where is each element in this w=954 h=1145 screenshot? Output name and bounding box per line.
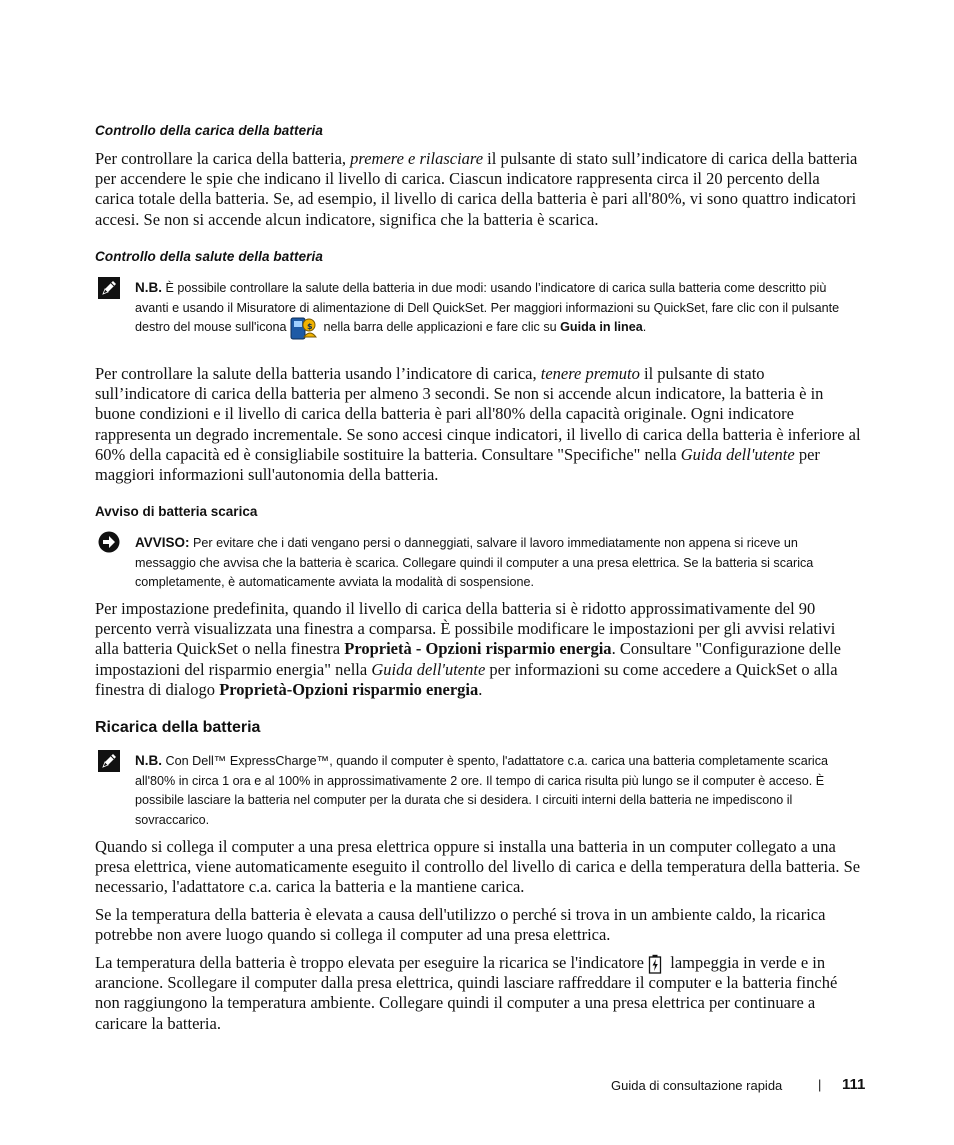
heading-low-battery: Avviso di batteria scarica bbox=[95, 504, 258, 519]
svg-text:$: $ bbox=[307, 321, 313, 331]
pencil-note-icon bbox=[98, 750, 120, 772]
note-recharge: N.B. Con Dell™ ExpressCharge™, quando il computer è spento, l'adattatore c.a. carica una batteria completamente scarica all'80% in circa 1 ora e al 100% in approssimativamente 2 ore. Il tempo di carica risulta più lungo se il computer è acceso. È possibile lasciare la batteria nel computer per la durata che si desidera. I circuiti interni della batteria ne impediscono il sovraccarico. bbox=[135, 753, 829, 827]
arrow-notice-icon bbox=[98, 531, 120, 553]
page-number: 111 bbox=[842, 1076, 866, 1093]
footer-title: Guida di consultazione rapida bbox=[611, 1078, 783, 1093]
notice-low-battery: AVVISO: Per evitare che i dati vengano persi o danneggiati, salvare il lavoro immediatamente non appena si riceve un messaggio che avvisa che la batteria è scarica. Collegare quindi il computer a una presa elettrica. Se la batteria si scarica completamente, è automaticamente avviata la modalità di sospensione. bbox=[135, 535, 814, 590]
heading-recharge: Ricarica della batteria bbox=[95, 719, 261, 736]
paragraph-recharge-1: Quando si collega il computer a una presa elettrica oppure si installa una batteria in un computer collegato a una presa elettrica, viene automaticamente eseguito il controllo del livello di carica e della temperatura della batteria. Se necessario, l'adattatore c.a. carica la batteria e la mantiene carica. bbox=[95, 837, 861, 897]
heading-health-check: Controllo della salute della batteria bbox=[95, 249, 323, 264]
heading-charge-check: Controllo della carica della batteria bbox=[95, 123, 324, 138]
battery-charge-icon bbox=[648, 954, 662, 974]
pencil-note-icon bbox=[98, 277, 120, 299]
paragraph-health-check: Per controllare la salute della batteria usando l’indicatore di carica, tenere premuto il pulsante di stato sull’indicatore di carica della batteria per almeno 3 secondi. Se non si accende alcun indicatore, la batteria è in buone condizioni e il livello di carica della batteria è pari all'80% della capacità originale. Ogni indicatore rappresenta un degrado incrementale. Se sono accesi cinque indicatori, il livello di carica della batteria è inferiore al 60% della capacità ed è consigliabile sostituire la batteria. Consultare "Specifiche" nella Guida dell'utente per maggiori informazioni sull'autonomia della batteria. bbox=[95, 364, 861, 485]
paragraph-recharge-2: Se la temperatura della batteria è elevata a causa dell'utilizzo o perché si trova in un ambiente caldo, la ricarica potrebbe non avere luogo quando si collega il computer ad una presa elettrica. bbox=[95, 905, 826, 945]
note-health-check: N.B. È possibile controllare la salute della batteria in due modi: usando l’indicatore di carica sulla batteria come descritto più avanti e usando il Misuratore di alimentazione di Dell QuickSet. Per maggiori informazioni su QuickSet, fare clic con il pulsante destro del mouse sull'icona $ nella barra delle applicazioni e fare clic su Guida in linea. bbox=[135, 278, 860, 338]
paragraph-low-battery: Per impostazione predefinita, quando il livello di carica della batteria si è ridotto approssimativamente del 90 percento verrà visualizzata una finestra a comparsa. È possibile modificare le impostazioni per gli avvisi relativi alla batteria QuickSet o nella finestra Proprietà - Opzioni risparmio energia. Consultare "Configurazione delle impostazioni del risparmio energia" nella Guida dell'utente per informazioni su come accedere a QuickSet o alla finestra di dialogo Proprietà-Opzioni risparmio energia. bbox=[95, 599, 841, 699]
paragraph-recharge-3: La temperatura della batteria è troppo elevata per eseguire la ricarica se l'indicatore lampeggia in verde e in arancione. Scollegare il computer dalla presa elettrica, quindi lasciare raffreddare il computer e la batteria finché non raggiungono la temperatura ambiente. Collegare quindi il computer a una presa elettrica per continuare a caricare la batteria. bbox=[95, 953, 838, 1033]
quickset-icon bbox=[290, 315, 318, 341]
paragraph-charge-check: Per controllare la carica della batteria, premere e rilasciare il pulsante di stato sull’indicatore di carica della batteria per accendere le spie che indicano il livello di carica. Ciascun indicatore rappresenta circa il 20 percento della carica totale della batteria. Se, ad esempio, il livello di carica della batteria è pari all'80%, vi sono quattro indicatori accesi. Se non si accende alcun indicatore, significa che la batteria è scarica. bbox=[95, 149, 858, 229]
footer-separator: | bbox=[818, 1077, 822, 1092]
